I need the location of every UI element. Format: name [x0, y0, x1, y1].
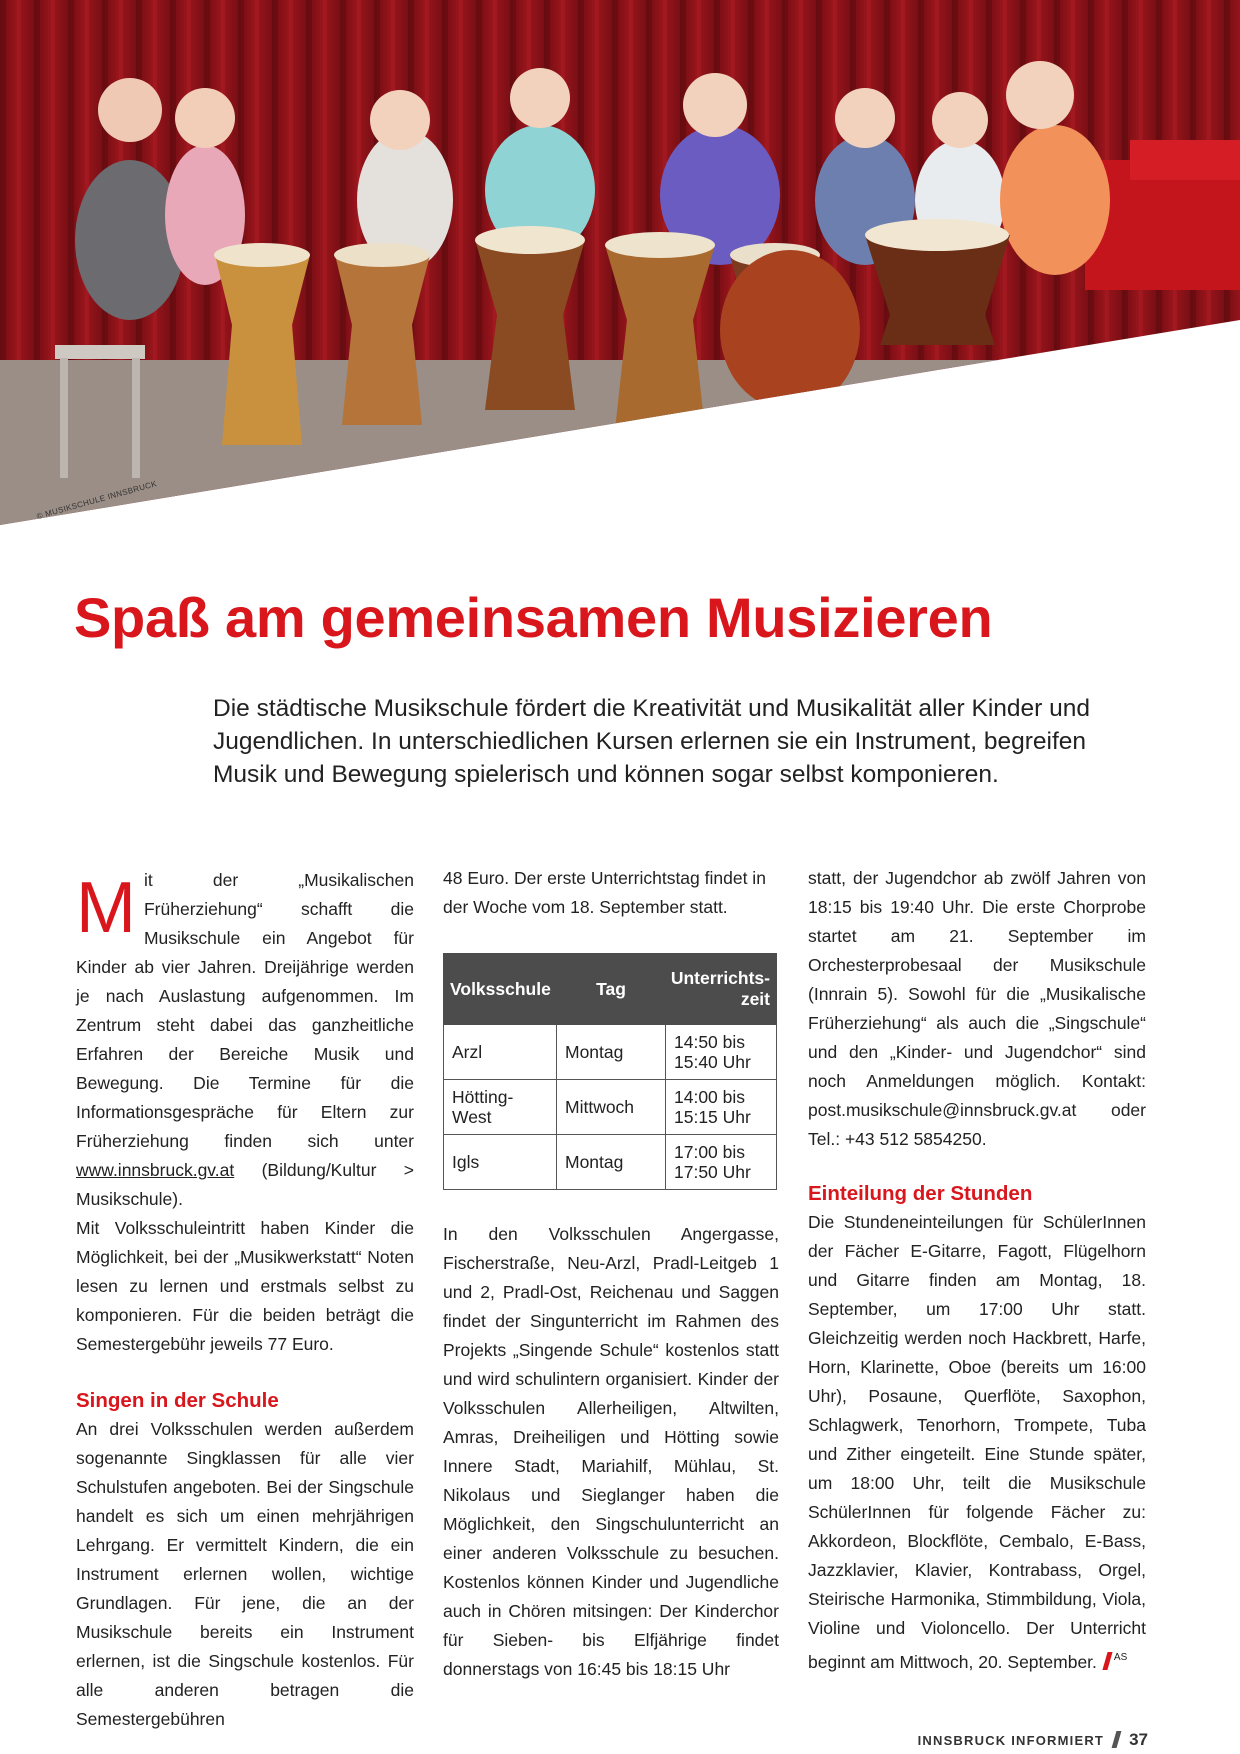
website-link[interactable]: www.innsbruck.gv.at [76, 1160, 235, 1180]
intro-paragraph [76, 866, 414, 1214]
publication-name: INNSBRUCK INFORMIERT [917, 1733, 1105, 1748]
author-initials: AS [1113, 1652, 1128, 1663]
page-title: Spaß am gemeinsamen Musizieren [74, 586, 993, 649]
paragraph: An drei Volksschulen werden außerdem sogenannte Singklassen für alle vier Schulstufen angeboten. Bei der Singschule handelt es sich um einen mehrjährigen Lehrgang. Er vermittelt Kindern, die ein Instrument erlernen wollen, wichtige Grundlagen. Für jene, die an der Musikschule bereits ein Instrument erlernen, ist die Singschule kostenlos. Für alle anderen betragen die Semestergebühren [76, 1419, 414, 1729]
table-row [444, 1080, 777, 1135]
section-heading-singen: Singen in der Schule [76, 1389, 279, 1412]
section-heading-einteilung: Einteilung der Stunden [808, 1182, 1033, 1205]
paragraph: statt, der Jugendchor ab zwölf Jahren von 18:15 bis 19:40 Uhr. Die erste Chorprobe startet am 21. September im Orchesterprobesaal der Musikschule (Innrain 5). Sowohl für die „Musikalische Früherziehung“ als auch die „Singschule“ und den „Kinder- und Jugendchor“ sind noch Anmeldungen möglich. Kontakt: post.musikschule@innsbruck.gv.at oder Tel.: +43 512 5854250. [808, 868, 1146, 1149]
table-header-row [444, 954, 777, 1025]
children-drumming-photo [0, 0, 1240, 525]
paragraph: 48 Euro. Der erste Unterrichtstag findet in der Woche vom 18. September statt. [443, 868, 766, 917]
article-column-2 [443, 864, 779, 1684]
cell-school: Hötting-West [444, 1080, 557, 1135]
article-column-1 [76, 866, 414, 1734]
intro-text-end: (Bildung/Kultur > Musikschule). [76, 1160, 414, 1209]
cell-time: 17:00 bis 17:50 Uhr [666, 1135, 777, 1190]
page-footer [918, 1730, 1148, 1750]
table-row [444, 1135, 777, 1190]
cell-time: 14:00 bis 15:15 Uhr [666, 1080, 777, 1135]
cell-day: Montag [557, 1025, 666, 1080]
cell-school: Igls [444, 1135, 557, 1190]
lead-paragraph: Die städtische Musikschule fördert die Kreativität und Musikalität aller Kinder und Jugendlichen. In unterschiedlichen Kursen erlernen sie ein Instrument, begreifen Musik und Bewegung spielerisch und können sogar selbst komponieren. [213, 695, 1090, 788]
cell-day: Mittwoch [557, 1080, 666, 1135]
paragraph: In den Volksschulen Angergasse, Fischerstraße, Neu-Arzl, Pradl-Leitgeb 1 und 2, Pradl-Ost, Reichenau und Saggen findet der Singunterricht im Rahmen des Projekts „Singende Schule“ kostenlos statt und wird schulintern organisiert. Kinder der Volksschulen Allerheiligen, Altwilten, Amras, Dreiheiligen und Hötting sowie Innere Stadt, Mariahilf, Mühlau, St. Nikolaus und Sieglanger haben die Möglichkeit, den Singschulunterricht an einer anderen Volksschule zu besuchen. Kostenlos können Kinder und Jugendliche auch in Chören mitsingen: Der Kinderchor für Sieben- bis Elfjährige findet donnerstags von 16:45 bis 18:15 Uhr [443, 1224, 779, 1679]
schedule-table [443, 953, 777, 1190]
closing-paragraph [808, 1208, 1146, 1677]
cell-school: Arzl [444, 1025, 557, 1080]
cell-day: Montag [557, 1135, 666, 1190]
page-number: 37 [1129, 1730, 1148, 1749]
closing-text: Die Stundeneinteilungen für SchülerInnen der Fächer E-Gitarre, Fagott, Flügelhorn und Gitarre finden am Montag, 18. September, um 17:00 Uhr statt. Gleichzeitig werden noch Hackbrett, Harfe, Horn, Klarinette, Oboe (bereits um 16:00 Uhr), Posaune, Querflöte, Saxophon, Schlagwerk, Tenorhorn, Trompete, Tuba und Zither eingeteilt. Eine Stunde später, um 18:00 Uhr, teilt die Musikschule SchülerInnen für folgende Fächer zu: Akkordeon, Blockflöte, Cembalo, E-Bass, Jazzklavier, Klavier, Kontrabass, Orgel, Steirische Harmonika, Stimmbildung, Viola, Violine und Violoncello. Der Unterricht beginnt am Mittwoch, 20. September. [808, 1212, 1146, 1672]
column-header-school: Volksschule [444, 954, 557, 1025]
slash-icon [1112, 1731, 1122, 1748]
drop-cap: M [76, 868, 136, 948]
paragraph: Mit Volksschuleintritt haben Kinder die Möglichkeit, bei der „Musikwerkstatt“ Noten lesen zu lernen und erstmals selbst zu komponieren. Für die beiden beträgt die Semestergebühr jeweils 77 Euro. [76, 1218, 414, 1354]
cell-time: 14:50 bis 15:40 Uhr [666, 1025, 777, 1080]
hero-photo [0, 0, 1240, 525]
end-mark-icon [1102, 1652, 1112, 1670]
intro-text: it der „Musikalischen Früherziehung“ schafft die Musikschule ein Angebot für Kinder ab vier Jahren. Dreijährige werden je nach Auslastung aufgenommen. Im Zentrum steht dabei das ganzheitliche Erfahren der Bereiche Musik und Bewegung. Die Termine für die Informationsgespräche für Eltern zur Früherziehung finden sich unter [76, 870, 414, 1151]
photo-credit: © MUSIKSCHULE INNSBRUCK [35, 479, 158, 521]
column-header-day: Tag [557, 954, 666, 1025]
article-column-3 [808, 864, 1146, 1677]
column-header-time: Unterrichts-zeit [666, 954, 777, 1025]
table-row [444, 1025, 777, 1080]
